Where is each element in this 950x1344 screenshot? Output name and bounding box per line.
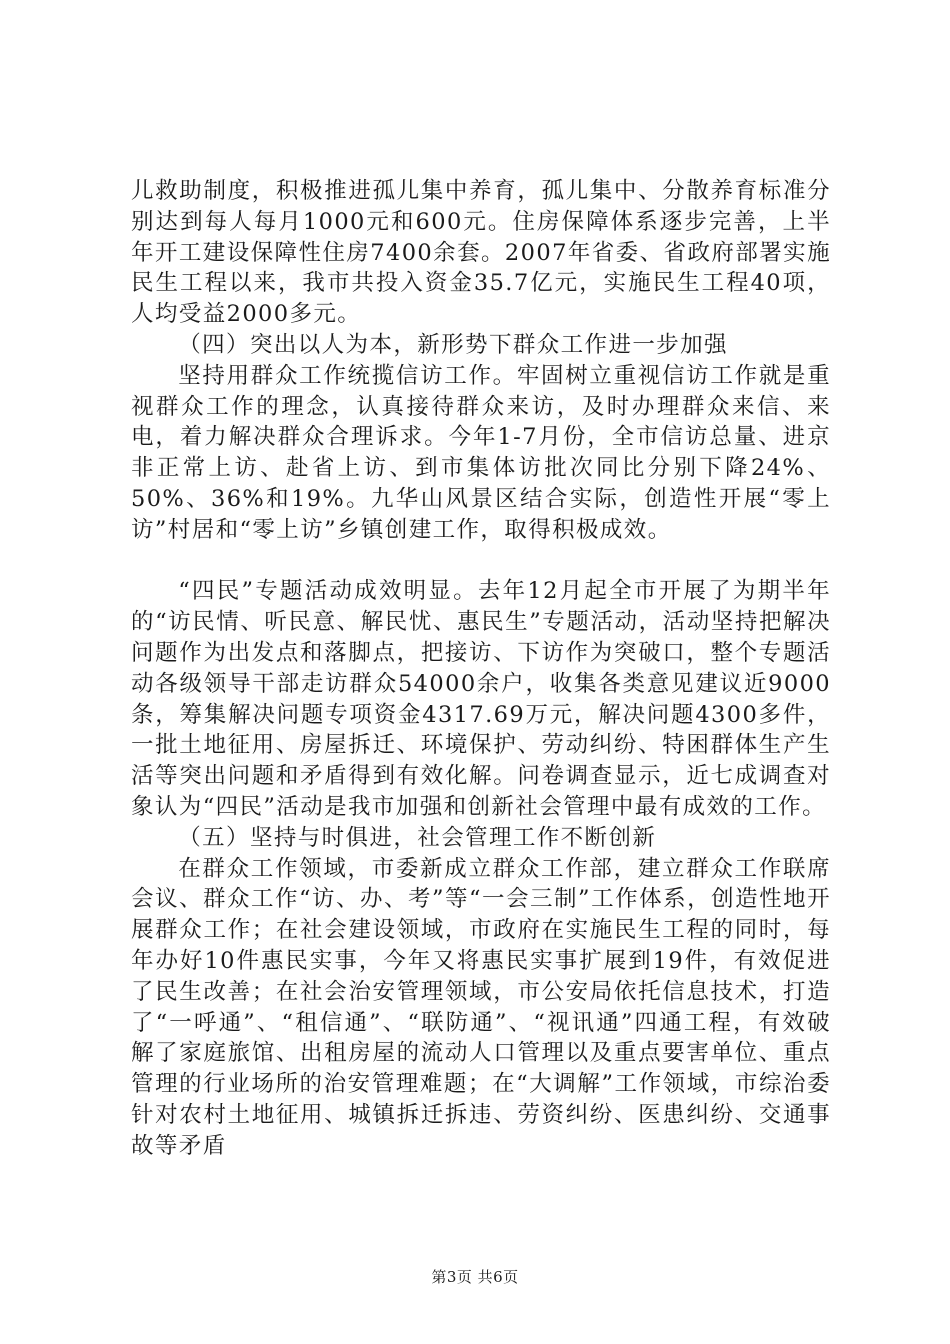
section-heading-4: （四）突出以人为本，新形势下群众工作进一步加强 <box>178 331 728 358</box>
paragraph-social-management: 在群众工作领域，市委新成立群众工作部，建立群众工作联席会议、群众工作“访、办、考”等“一会三制”工作体系，创造性地开展群众工作；在社会建设领域，市政府在实施民生工程的同时，每年办好10件惠民实事，今年又将惠民实事扩展到19件，有效促进了民生改善；在社会治安管理领域，市公安局依托信息技术，打造了“一呼通”、“租信通”、“联防通”、“视讯通”四通工程，有效破解了家庭旅馆、出租房屋的流动人口管理以及重点要害单位、重点管理的行业场所的治安管理难题；在“大调解”工作领域，市综治委针对农村土地征用、城镇拆迁拆违、劳资纠纷、医患纠纷、交通事故等矛盾 <box>131 855 831 1159</box>
paragraph-continuation: 儿救助制度，积极推进孤儿集中养育，孤儿集中、分散养育标准分别达到每人每月1000元和600元。住房保障体系逐步完善，上半年开工建设保障性住房7400余套。2007年省委、省政府部署实施民生工程以来，我市共投入资金35.7亿元，实施民生工程40项，人均受益2000多元。 <box>131 178 831 328</box>
document-body <box>131 176 831 1162</box>
page-footer: 第3页 共6页 <box>431 1268 519 1286</box>
paragraph-four-min-campaign: “四民”专题活动成效明显。去年12月起全市开展了为期半年的“访民情、听民意、解民忧、惠民生”专题活动，活动坚持把解决问题作为出发点和落脚点，把接访、下访作为突破口，整个专题活动各级领导干部走访群众54000余户，收集各类意见建议近9000条，筹集解决问题专项资金4317.69万元，解决问题4300多件，一批土地征用、房屋拆迁、环境保护、劳动纠纷、特困群体生产生活等突出问题和矛盾得到有效化解。问卷调查显示，近七成调查对象认为“四民”活动是我市加强和创新社会管理中最有成效的工作。 <box>131 578 831 820</box>
section-heading-5: （五）坚持与时俱进，社会管理工作不断创新 <box>178 824 657 851</box>
paragraph-petition-work: 坚持用群众工作统揽信访工作。牢固树立重视信访工作就是重视群众工作的理念，认真接待群众来访，及时办理群众来信、来电，着力解决群众合理诉求。今年1-7月份，全市信访总量、进京非正常上访、赴省上访、到市集体访批次同比分别下降24%、50%、36%和19%。九华山风景区结合实际，创造性开展“零上访”村居和“零上访”乡镇创建工作，取得积极成效。 <box>131 362 831 543</box>
